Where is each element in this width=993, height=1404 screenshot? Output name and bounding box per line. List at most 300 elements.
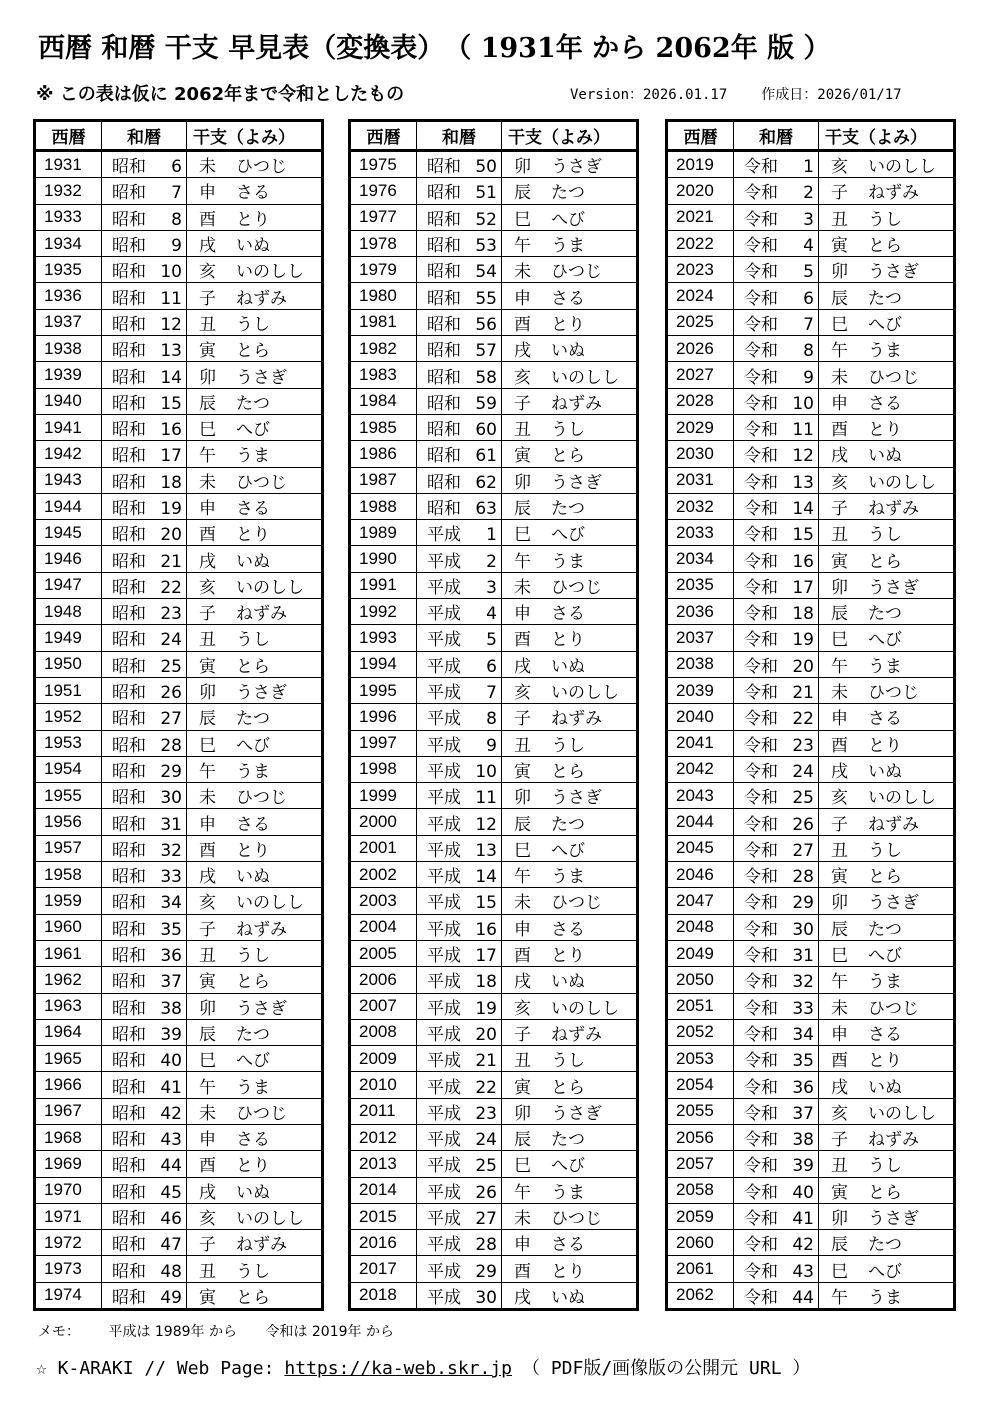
- eto-cell: [819, 1177, 955, 1203]
- seireki-year: 1974: [35, 1282, 102, 1309]
- eto-kanji: 申: [831, 1024, 848, 1045]
- eto-cell: [502, 309, 638, 335]
- wareki-cell: [417, 520, 502, 546]
- eto-reading: うま: [236, 761, 270, 782]
- era-year: 24: [792, 761, 814, 782]
- seireki-year: 1942: [35, 441, 102, 467]
- eto-cell: [819, 1256, 955, 1282]
- wareki-cell: [102, 336, 187, 362]
- wareki-cell: [102, 283, 187, 309]
- era-year: 16: [475, 919, 497, 940]
- eto-reading: うま: [551, 551, 585, 572]
- table-row: [350, 414, 638, 440]
- era-name: 令和: [744, 288, 778, 309]
- wareki-cell: [734, 414, 819, 440]
- wareki-cell: [734, 730, 819, 756]
- table-row: [35, 572, 323, 598]
- eto-kanji: 巳: [831, 1261, 848, 1282]
- eto-kanji: 子: [199, 604, 216, 625]
- eto-cell: [819, 1151, 955, 1177]
- eto-reading: ねずみ: [868, 183, 919, 204]
- era-year: 30: [160, 788, 182, 809]
- era-year: 31: [792, 946, 814, 967]
- wareki-cell: [102, 1098, 187, 1124]
- eto-reading: うさぎ: [236, 683, 287, 704]
- eto-kanji: 午: [831, 1287, 848, 1308]
- wareki-cell: [417, 651, 502, 677]
- eto-cell: [187, 967, 323, 993]
- header-wareki: 和暦: [102, 121, 187, 151]
- wareki-cell: [734, 1177, 819, 1203]
- eto-cell: [187, 914, 323, 940]
- era-name: 昭和: [112, 867, 146, 888]
- eto-kanji: 未: [514, 1209, 531, 1230]
- wareki-cell: [102, 1124, 187, 1150]
- table-row: [35, 677, 323, 703]
- seireki-year: 2008: [350, 1019, 417, 1045]
- era-year: 62: [475, 472, 497, 493]
- eto-reading: さる: [236, 183, 270, 204]
- seireki-year: 2054: [667, 1072, 734, 1098]
- wareki-cell: [417, 756, 502, 782]
- era-year: 31: [160, 814, 182, 835]
- eto-reading: ひつじ: [236, 157, 287, 178]
- eto-cell: [187, 336, 323, 362]
- eto-reading: うさぎ: [551, 157, 602, 178]
- eto-kanji: 巳: [514, 525, 531, 546]
- era-year: 19: [792, 630, 814, 651]
- wareki-cell: [102, 967, 187, 993]
- era-name: 令和: [744, 1287, 778, 1308]
- seireki-year: 2002: [350, 862, 417, 888]
- era-name: 平成: [427, 761, 461, 782]
- wareki-cell: [102, 467, 187, 493]
- seireki-year: 2018: [350, 1282, 417, 1309]
- era-year: 23: [475, 1103, 497, 1124]
- era-year: 9: [486, 735, 497, 756]
- seireki-year: 1979: [350, 257, 417, 283]
- eto-cell: [187, 257, 323, 283]
- table-row: [35, 230, 323, 256]
- era-year: 18: [792, 604, 814, 625]
- eto-kanji: 子: [199, 288, 216, 309]
- eto-cell: [502, 257, 638, 283]
- era-year: 41: [160, 1077, 182, 1098]
- seireki-year: 1994: [350, 651, 417, 677]
- seireki-year: 1957: [35, 835, 102, 861]
- table-row: [35, 704, 323, 730]
- wareki-cell: [417, 1151, 502, 1177]
- wareki-cell: [734, 1256, 819, 1282]
- eto-reading: いぬ: [551, 656, 585, 677]
- seireki-year: 1952: [35, 704, 102, 730]
- wareki-cell: [417, 730, 502, 756]
- eto-cell: [819, 888, 955, 914]
- era-name: 令和: [744, 604, 778, 625]
- eto-reading: ひつじ: [868, 683, 919, 704]
- table-row: [35, 783, 323, 809]
- seireki-year: 2045: [667, 835, 734, 861]
- era-name: 昭和: [427, 393, 461, 414]
- eto-cell: [187, 1203, 323, 1229]
- eto-reading: いぬ: [868, 761, 902, 782]
- eto-reading: へび: [236, 1051, 270, 1072]
- table-row: [350, 862, 638, 888]
- seireki-year: 1983: [350, 362, 417, 388]
- eto-cell: [187, 309, 323, 335]
- seireki-year: 2052: [667, 1019, 734, 1045]
- era-name: 令和: [744, 683, 778, 704]
- eto-cell: [502, 178, 638, 204]
- wareki-cell: [417, 230, 502, 256]
- table-row: [35, 1256, 323, 1282]
- eto-cell: [502, 362, 638, 388]
- seireki-year: 1963: [35, 993, 102, 1019]
- eto-reading: さる: [551, 288, 585, 309]
- era-year: 59: [475, 393, 497, 414]
- eto-kanji: 午: [831, 656, 848, 677]
- seireki-year: 1944: [35, 493, 102, 519]
- eto-reading: うま: [868, 1287, 902, 1308]
- eto-cell: [187, 520, 323, 546]
- era-name: 昭和: [112, 1130, 146, 1151]
- wareki-cell: [734, 1124, 819, 1150]
- eto-reading: うま: [868, 656, 902, 677]
- era-name: 昭和: [427, 499, 461, 519]
- table-row: [350, 704, 638, 730]
- eto-cell: [819, 1098, 955, 1124]
- seireki-year: 1990: [350, 546, 417, 572]
- wareki-cell: [417, 572, 502, 598]
- eto-reading: たつ: [236, 393, 270, 414]
- eto-reading: うさぎ: [868, 893, 919, 914]
- wareki-cell: [734, 283, 819, 309]
- eto-kanji: 酉: [831, 735, 848, 756]
- eto-cell: [819, 1282, 955, 1309]
- table-row: [667, 599, 955, 625]
- eto-reading: たつ: [868, 288, 902, 309]
- era-year: 26: [160, 683, 182, 704]
- seireki-year: 1956: [35, 809, 102, 835]
- eto-kanji: 巳: [514, 209, 531, 230]
- wareki-cell: [417, 993, 502, 1019]
- eto-reading: さる: [551, 919, 585, 940]
- seireki-year: 2060: [667, 1230, 734, 1256]
- seireki-year: 1940: [35, 388, 102, 414]
- eto-reading: ひつじ: [236, 788, 287, 809]
- eto-reading: へび: [868, 314, 902, 335]
- era-name: 令和: [744, 551, 778, 572]
- seireki-year: 1971: [35, 1203, 102, 1229]
- era-year: 50: [475, 157, 497, 178]
- wareki-cell: [734, 888, 819, 914]
- eto-kanji: 戌: [199, 867, 216, 888]
- wareki-cell: [417, 1230, 502, 1256]
- wareki-cell: [102, 783, 187, 809]
- seireki-year: 2020: [667, 178, 734, 204]
- eto-kanji: 戌: [514, 656, 531, 677]
- era-year: 33: [160, 867, 182, 888]
- eto-reading: へび: [551, 1156, 585, 1177]
- eto-kanji: 辰: [831, 919, 848, 940]
- era-name: 令和: [744, 709, 778, 730]
- era-name: 昭和: [112, 262, 146, 283]
- era-name: 令和: [744, 1024, 778, 1045]
- eto-cell: [187, 756, 323, 782]
- seireki-year: 1973: [35, 1256, 102, 1282]
- eto-cell: [819, 230, 955, 256]
- eto-cell: [819, 336, 955, 362]
- table-row: [667, 493, 955, 519]
- era-year: 1: [486, 525, 497, 546]
- era-year: 18: [475, 972, 497, 993]
- seireki-year: 2034: [667, 546, 734, 572]
- table-row: [667, 967, 955, 993]
- era-name: 令和: [744, 1261, 778, 1282]
- eto-kanji: 寅: [199, 656, 216, 677]
- wareki-cell: [734, 599, 819, 625]
- seireki-year: 2028: [667, 388, 734, 414]
- wareki-cell: [734, 862, 819, 888]
- eto-kanji: 戌: [199, 236, 216, 257]
- eto-cell: [819, 204, 955, 230]
- table-row: [350, 967, 638, 993]
- table-row: [350, 309, 638, 335]
- table-row: [350, 1177, 638, 1203]
- era-year: 29: [792, 893, 814, 914]
- era-year: 10: [475, 761, 497, 782]
- table-row: [667, 257, 955, 283]
- table-row: [350, 599, 638, 625]
- seireki-year: 2005: [350, 940, 417, 966]
- eto-reading: うし: [236, 1261, 270, 1282]
- era-year: 40: [160, 1051, 182, 1072]
- eto-cell: [819, 967, 955, 993]
- table-row: [350, 888, 638, 914]
- seireki-year: 2013: [350, 1151, 417, 1177]
- eto-kanji: 子: [831, 1130, 848, 1151]
- eto-kanji: 丑: [831, 525, 848, 546]
- eto-cell: [819, 572, 955, 598]
- era-year: 2: [803, 183, 814, 204]
- wareki-cell: [102, 677, 187, 703]
- eto-cell: [187, 940, 323, 966]
- eto-cell: [819, 862, 955, 888]
- seireki-year: 2032: [667, 493, 734, 519]
- seireki-year: 2053: [667, 1046, 734, 1072]
- era-year: 12: [792, 446, 814, 467]
- eto-reading: いのしし: [868, 472, 936, 493]
- table-row: [667, 151, 955, 178]
- eto-kanji: 辰: [831, 1235, 848, 1256]
- seireki-year: 2030: [667, 441, 734, 467]
- wareki-cell: [734, 835, 819, 861]
- era-name: 昭和: [112, 341, 146, 362]
- eto-reading: うし: [868, 209, 902, 230]
- era-year: 63: [475, 499, 497, 519]
- wareki-cell: [102, 1282, 187, 1309]
- eto-reading: とり: [868, 735, 902, 756]
- eto-reading: いのしし: [551, 998, 619, 1019]
- eto-reading: とら: [551, 761, 585, 782]
- seireki-year: 2026: [667, 336, 734, 362]
- eto-reading: いぬ: [236, 551, 270, 572]
- table-row: [667, 730, 955, 756]
- seireki-year: 2040: [667, 704, 734, 730]
- eto-cell: [502, 1124, 638, 1150]
- eto-reading: ひつじ: [551, 893, 602, 914]
- eto-reading: とり: [868, 420, 902, 441]
- era-name: 平成: [427, 814, 461, 835]
- eto-reading: さる: [868, 709, 902, 730]
- eto-cell: [187, 151, 323, 178]
- era-year: 14: [475, 867, 497, 888]
- seireki-year: 2023: [667, 257, 734, 283]
- eto-reading: うし: [236, 314, 270, 335]
- era-name: 令和: [744, 630, 778, 651]
- eto-kanji: 丑: [199, 314, 216, 335]
- eto-reading: うま: [551, 867, 585, 888]
- eto-kanji: 酉: [199, 209, 216, 230]
- eto-reading: ひつじ: [236, 472, 287, 493]
- wareki-cell: [102, 493, 187, 519]
- seireki-year: 1986: [350, 441, 417, 467]
- table-row: [350, 441, 638, 467]
- table-row: [667, 1124, 955, 1150]
- eto-kanji: 未: [199, 788, 216, 809]
- eto-cell: [187, 546, 323, 572]
- table-row: [35, 809, 323, 835]
- eto-reading: うし: [868, 840, 902, 861]
- eto-reading: たつ: [868, 1235, 902, 1256]
- era-name: 昭和: [112, 656, 146, 677]
- era-name: 令和: [744, 946, 778, 967]
- era-year: 39: [792, 1156, 814, 1177]
- eto-cell: [187, 625, 323, 651]
- era-year: 2: [486, 551, 497, 572]
- wareki-cell: [417, 1203, 502, 1229]
- eto-kanji: 未: [199, 472, 216, 493]
- seireki-year: 1933: [35, 204, 102, 230]
- seireki-year: 1941: [35, 414, 102, 440]
- eto-cell: [502, 441, 638, 467]
- eto-reading: うま: [236, 446, 270, 467]
- table-row: [35, 362, 323, 388]
- eto-cell: [819, 546, 955, 572]
- era-name: 昭和: [112, 420, 146, 441]
- wareki-cell: [417, 704, 502, 730]
- eto-reading: とり: [868, 1051, 902, 1072]
- eto-cell: [502, 756, 638, 782]
- eto-kanji: 辰: [514, 183, 531, 204]
- eto-kanji: 申: [831, 393, 848, 414]
- era-name: 令和: [744, 735, 778, 756]
- eto-kanji: 卯: [831, 262, 848, 283]
- table-row: [667, 336, 955, 362]
- seireki-year: 1981: [350, 309, 417, 335]
- eto-reading: とら: [236, 341, 270, 362]
- eto-reading: たつ: [868, 919, 902, 940]
- web-page-link[interactable]: https://ka-web.skr.jp: [284, 1358, 512, 1379]
- wareki-cell: [734, 257, 819, 283]
- era-year: 42: [160, 1103, 182, 1124]
- table-row: [35, 1282, 323, 1309]
- table-row: [35, 888, 323, 914]
- eto-cell: [187, 362, 323, 388]
- eto-cell: [819, 1124, 955, 1150]
- eto-reading: たつ: [236, 709, 270, 730]
- eto-kanji: 戌: [199, 1182, 216, 1203]
- era-name: 昭和: [112, 577, 146, 598]
- era-name: 昭和: [427, 157, 461, 178]
- era-year: 3: [486, 577, 497, 598]
- table-row: [667, 888, 955, 914]
- era-name: 令和: [744, 972, 778, 993]
- era-name: 令和: [744, 1209, 778, 1230]
- table-row: [35, 862, 323, 888]
- eto-reading: とら: [551, 1077, 585, 1098]
- eto-cell: [502, 1019, 638, 1045]
- era-name: 昭和: [112, 840, 146, 861]
- eto-cell: [187, 993, 323, 1019]
- seireki-year: 2027: [667, 362, 734, 388]
- wareki-cell: [734, 546, 819, 572]
- era-year: 10: [792, 393, 814, 414]
- table-row: [35, 730, 323, 756]
- era-year: 28: [792, 867, 814, 888]
- era-year: 35: [160, 919, 182, 940]
- wareki-cell: [417, 388, 502, 414]
- era-year: 45: [160, 1182, 182, 1203]
- era-name: 平成: [427, 683, 461, 704]
- eto-cell: [502, 572, 638, 598]
- eto-reading: ひつじ: [551, 1209, 602, 1230]
- era-name: 昭和: [112, 919, 146, 940]
- table-row: [35, 151, 323, 178]
- wareki-cell: [102, 257, 187, 283]
- eto-cell: [502, 520, 638, 546]
- era-year: 42: [792, 1235, 814, 1256]
- era-year: 37: [160, 972, 182, 993]
- table-row: [35, 257, 323, 283]
- eto-reading: とら: [236, 972, 270, 993]
- eto-kanji: 巳: [514, 840, 531, 861]
- era-name: 令和: [744, 499, 778, 519]
- eto-reading: いぬ: [551, 972, 585, 993]
- eto-cell: [187, 1124, 323, 1150]
- seireki-year: 2036: [667, 599, 734, 625]
- wareki-cell: [417, 625, 502, 651]
- seireki-year: 1992: [350, 599, 417, 625]
- seireki-year: 2050: [667, 967, 734, 993]
- eto-kanji: 巳: [514, 1156, 531, 1177]
- eto-cell: [502, 467, 638, 493]
- era-year: 27: [792, 840, 814, 861]
- wareki-cell: [734, 441, 819, 467]
- wareki-cell: [417, 493, 502, 519]
- era-year: 47: [160, 1235, 182, 1256]
- eto-kanji: 卯: [199, 998, 216, 1019]
- era-name: 昭和: [112, 1051, 146, 1072]
- eto-reading: うさぎ: [868, 262, 919, 283]
- era-year: 40: [792, 1182, 814, 1203]
- seireki-year: 2049: [667, 940, 734, 966]
- table-row: [667, 993, 955, 1019]
- eto-reading: へび: [236, 420, 270, 441]
- eto-reading: うし: [551, 735, 585, 756]
- eto-cell: [187, 1256, 323, 1282]
- eto-cell: [819, 625, 955, 651]
